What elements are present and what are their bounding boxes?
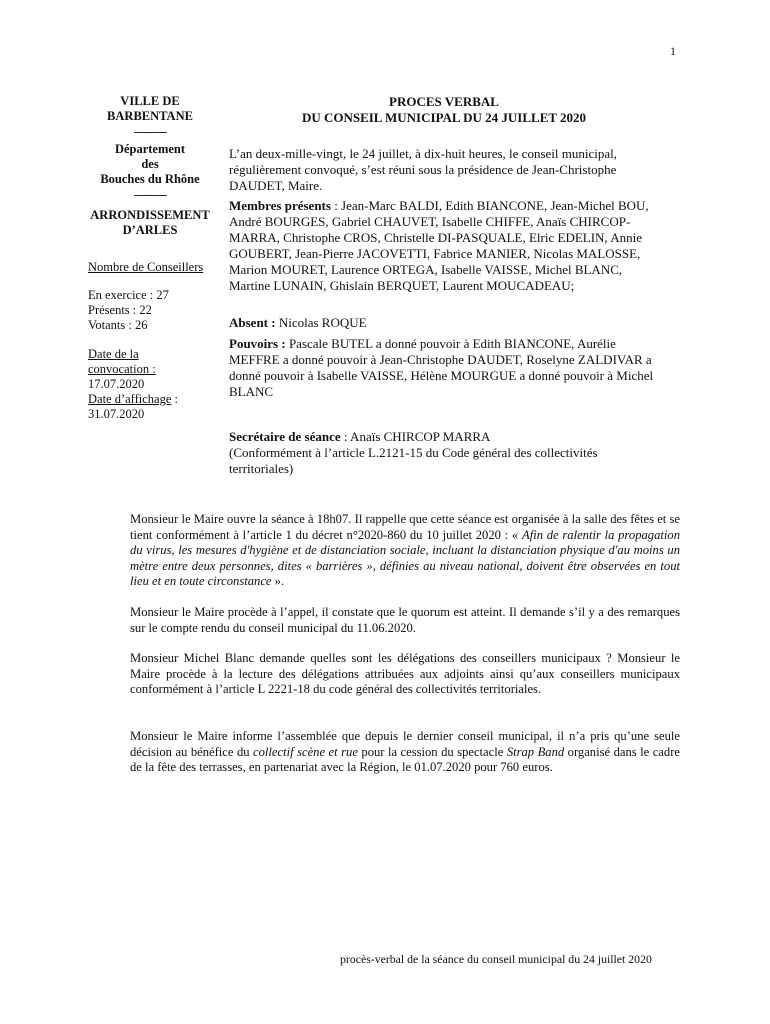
secretaire-note: (Conformément à l’article L.2121-15 du Code général des collectivités territoriales) [229, 445, 598, 476]
separator: ______ [134, 183, 166, 197]
department-label: Département [114, 142, 186, 156]
department-des: des [141, 157, 159, 171]
department-name: Bouches du Rhône [100, 172, 200, 186]
members-list: : Jean-Marc BALDI, Edith BIANCONE, Jean-Michel BOU, André BOURGES, Gabriel CHAUVET, Isabelle CHIFFE, Anaïs CHIRCOP-MARRA, Christophe CROS, Christelle DI-PASQUALE, Elric EDELIN, Annie GOUBERT, Jean-Pierre JACOVETTI, Fabrice MANIER, Nicolas MALOSSE, Marion MOURET, Laurence ORTEGA, Isabelle VAISSE, Michel BLANC, Martine LUNAIN, Ghislain BERQUET, Laurent MOUCADEAU; [229, 198, 649, 293]
paragraph-opening-text: Monsieur le Maire ouvre la séance à 18h07. Il rappelle que cette séance est organisée à la salle des fêtes et se tient conformément à l’article 1 du décret n°2020-860 du 10 juillet 2020 : « [130, 512, 680, 542]
document-title [230, 94, 658, 126]
secretaire-block [229, 429, 661, 477]
paragraph-decision-mid: pour la cession du spectacle [357, 744, 507, 759]
paragraph-opening-end: ». [271, 574, 285, 588]
arrondissement-line2: D’ARLES [122, 223, 178, 237]
decree-quote: Afin de ralentir la propagation du virus, les mesures d'hygiène et de distanciation sociale, incluant la distanciation physique d'au moins un mètre entre deux personnes, dites « barrières », définies au niveau national, doivent être observées en tout lieu et en toute circonstance [130, 527, 680, 588]
pouvoirs-text: Pascale BUTEL a donné pouvoir à Edith BIANCONE, Aurélie MEFFRE a donné pouvoir à Jean-Christophe DAUDET, Roselyne ZALDIVAR a donné pouvoir à Isabelle VAISSE, Hélène MOURGUE a donné pouvoir à Michel BLANC [229, 336, 654, 399]
intro-paragraph: L’an deux-mille-vingt, le 24 juillet, à dix-huit heures, le conseil municipal, régulièrement convoqué, s’est réuni sous la présidence de Jean-Christophe DAUDET, Maire. [229, 146, 617, 193]
presents-count: Présents : 22 [88, 303, 152, 317]
town-name-line1: VILLE DE [120, 94, 180, 108]
absent-line [229, 315, 661, 331]
collectif-name: collectif scène et rue [253, 744, 358, 759]
title-line2: DU CONSEIL MUNICIPAL DU 24 JUILLET 2020 [301, 110, 587, 125]
affichage-row [88, 392, 212, 407]
paragraph-appel: Monsieur le Maire procède à l’appel, il constate que le quorum est atteint. Il demande s’il y a des remarques sur le compte rendu du conseil municipal du 11.06.2020. [130, 605, 680, 635]
page-number: 1 [670, 44, 676, 58]
secretaire-name: : Anaïs CHIRCOP MARRA [340, 429, 491, 444]
affichage-colon: : [171, 392, 179, 406]
paragraph-decision [130, 729, 680, 776]
paragraph-decision-text: Monsieur le Maire informe l’assemblée que depuis le dernier conseil municipal, il n’a pris qu’une seule décision au bénéfice du [130, 729, 680, 759]
affichage-label: Date d’affichage [88, 392, 172, 406]
paragraph-decision-end: organisé dans le cadre de la fête des terrasses, en partenariat avec la Région, le 01.07.2020 pour 760 euros. [130, 744, 680, 774]
convocation-label-2: convocation : [88, 362, 156, 376]
members-label: Membres présents [229, 198, 331, 213]
votants-count: Votants : 26 [88, 318, 148, 332]
title-line1: PROCES VERBAL [389, 94, 499, 109]
separator: ______ [134, 120, 166, 134]
absent-label: Absent : [229, 315, 276, 330]
arrondissement-line1: ARRONDISSEMENT [90, 208, 210, 222]
en-exercice-count: En exercice : 27 [88, 288, 169, 302]
convocation-date: 17.07.2020 [88, 377, 145, 391]
affichage-date: 31.07.2020 [88, 407, 145, 421]
secretaire-line [229, 429, 661, 445]
page-footer: procès-verbal de la séance du conseil municipal du 24 juillet 2020 [340, 952, 652, 966]
pouvoirs-label: Pouvoirs : [229, 336, 286, 351]
counsellors-heading: Nombre de Conseillers [88, 260, 204, 274]
spectacle-name: Strap Band [506, 744, 565, 759]
town-name-line2: BARBENTANE [107, 109, 193, 123]
paragraph-opening [130, 512, 680, 590]
pouvoirs-paragraph [229, 336, 661, 400]
absent-name: Nicolas ROQUE [275, 315, 367, 330]
paragraph-delegations: Monsieur Michel Blanc demande quelles sont les délégations des conseillers municipaux ? Monsieur le Maire procède à la lecture des délégations attribuées aux adjoints ainsi qu’aux conseillers municipaux conformément à l’article L 2221-18 du code général des collectivités territoriales. [130, 651, 680, 696]
sidebar [88, 94, 212, 422]
members-present [229, 198, 661, 294]
convocation-label: Date de la [88, 347, 139, 361]
secretaire-label: Secrétaire de séance [229, 429, 341, 444]
